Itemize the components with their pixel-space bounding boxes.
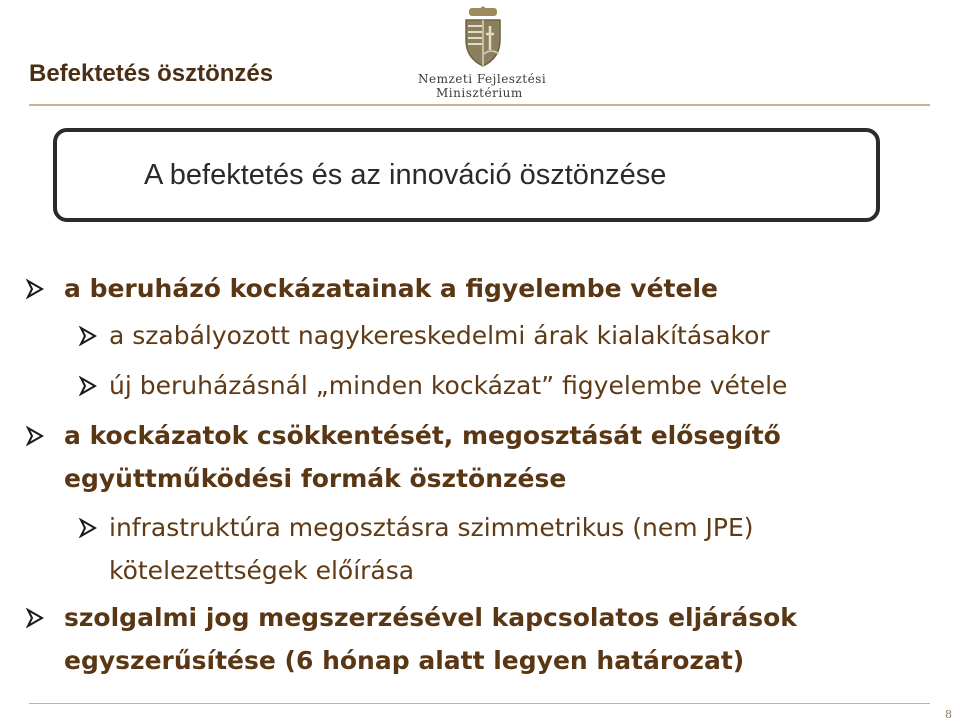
coat-of-arms-icon <box>456 6 510 68</box>
ministry-logo <box>418 6 548 100</box>
sub-bullet-item <box>109 314 770 357</box>
sub-bullet-item <box>109 506 754 592</box>
bullet-item <box>64 596 797 682</box>
slide-title-box <box>53 128 880 222</box>
arrow-bullet-icon <box>79 376 97 396</box>
bullet-text: a beruházó kockázatainak a figyelembe vétele <box>64 274 718 303</box>
arrow-bullet-icon <box>26 608 44 628</box>
logo-text-line2: Minisztérium <box>436 86 523 100</box>
sub-bullet-text: új beruházásnál „minden kockázat” figyelembe vétele <box>109 371 788 400</box>
bullet-text-line: szolgalmi jog megszerzésével kapcsolatos eljárások <box>64 603 797 632</box>
bullet-item <box>64 267 718 310</box>
logo-text-line1: Nemzeti Fejlesztési <box>418 72 547 86</box>
arrow-bullet-icon <box>79 326 97 346</box>
arrow-bullet-icon <box>26 426 44 446</box>
sub-bullet-text: a szabályozott nagykereskedelmi árak kialakításakor <box>109 321 770 350</box>
bullet-item <box>64 414 781 500</box>
sub-bullet-text-line: kötelezettségek előírása <box>109 556 415 585</box>
slide-title: A befektetés és az innováció ösztönzése <box>144 158 667 191</box>
slide-header-title: Befektetés ösztönzés <box>29 60 274 87</box>
bullet-text-line: egyszerűsítése (6 hónap alatt legyen határozat) <box>64 646 745 675</box>
arrow-bullet-icon <box>26 279 44 299</box>
arrow-bullet-icon <box>79 518 97 538</box>
page-number: 8 <box>945 708 952 721</box>
bullet-text-line: együttműködési formák ösztönzése <box>64 464 567 493</box>
header-divider <box>29 104 930 106</box>
footer-divider <box>29 703 930 704</box>
sub-bullet-text-line: infrastruktúra megosztásra szimmetrikus (nem JPE) <box>109 513 754 542</box>
sub-bullet-item <box>109 364 787 407</box>
bullet-text-line: a kockázatok csökkentését, megosztását elősegítő <box>64 421 781 450</box>
